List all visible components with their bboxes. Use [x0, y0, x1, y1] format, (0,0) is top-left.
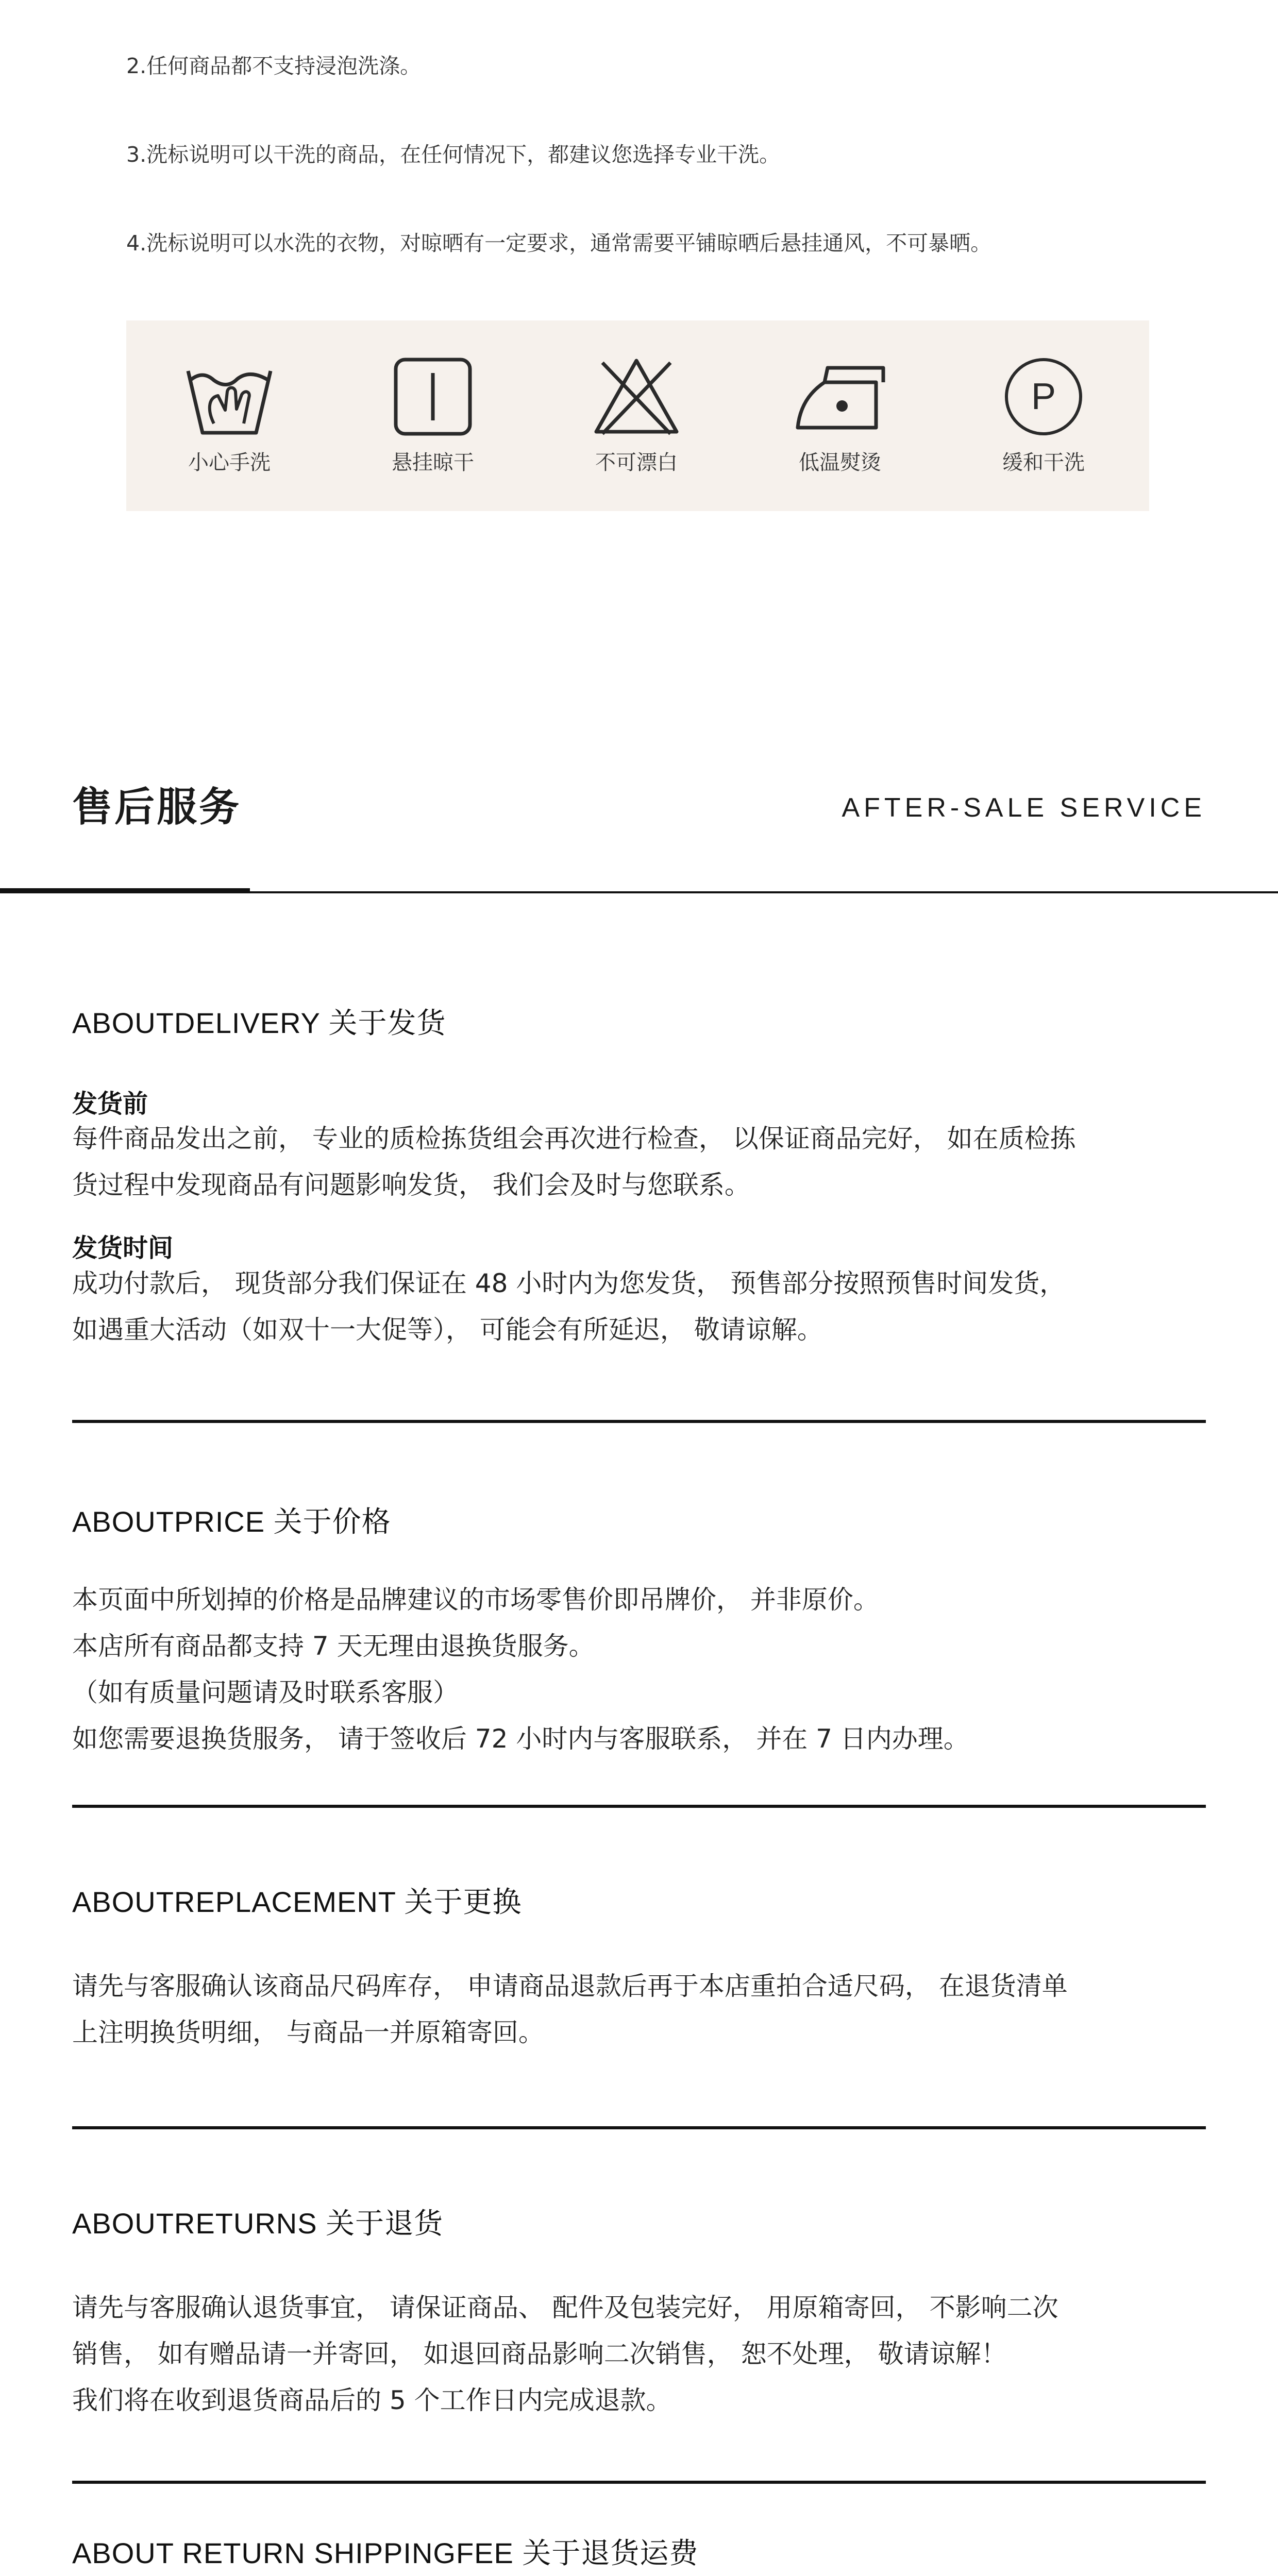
replacement-body: [72, 1963, 1206, 2056]
hand-wash-icon: [178, 355, 281, 438]
wash-note-3: 3.洗标说明可以干洗的商品，在任何情况下，都建议您选择专业干洗。: [126, 142, 781, 167]
delivery-time-title: 发货时间: [72, 1233, 174, 1263]
care-item-no-bleach: [533, 355, 739, 473]
paragraph-line: 本店所有商品都支持 7 天无理由退换货服务。: [72, 1631, 595, 1661]
section-returns: [72, 2209, 1206, 2238]
care-item-hang-dry: [330, 355, 536, 473]
dry-clean-icon: [992, 355, 1095, 438]
paragraph-line: 如您需要退换货服务， 请于签收后 72 小时内与客服联系， 并在 7 日内办理。: [72, 1724, 969, 1754]
care-item-hand-wash: [126, 355, 332, 473]
low-iron-icon: [788, 355, 892, 438]
section-divider: [72, 2126, 1206, 2129]
paragraph-line: 每件商品发出之前， 专业的质检拣货组会再次进行检查， 以保证商品完好， 如在质检拣: [72, 1124, 1076, 1154]
header-divider-accent: [0, 888, 250, 893]
section-shipping-fee: [72, 2539, 1206, 2568]
after-sale-title-en: AFTER-SALE SERVICE: [842, 793, 1206, 823]
paragraph-line: （如有质量问题请及时联系客服）: [72, 1677, 459, 1707]
delivery-before-title: 发货前: [72, 1089, 148, 1118]
care-item-low-iron: [737, 355, 943, 473]
care-label-hand-wash: 小心手洗: [188, 451, 271, 474]
no-bleach-icon: [585, 355, 688, 438]
shipping-fee-title: ABOUT RETURN SHIPPINGFEE 关于退货运费: [72, 2537, 699, 2569]
care-label-no-bleach: 不可漂白: [595, 451, 678, 474]
section-replacement: [72, 1888, 1206, 1917]
paragraph-line: 如遇重大活动（如双十一大促等）， 可能会有所延迟， 敬请谅解。: [72, 1315, 823, 1345]
delivery-title: ABOUTDELIVERY 关于发货: [72, 1007, 446, 1039]
dry-clean-symbol: P: [1031, 376, 1056, 417]
care-label-low-iron: 低温熨烫: [799, 451, 881, 474]
price-title: ABOUTPRICE 关于价格: [72, 1505, 391, 1538]
returns-title: ABOUTRETURNS 关于退货: [72, 2207, 444, 2240]
price-body: [72, 1577, 1206, 1762]
delivery-before-body: [72, 1115, 1206, 1208]
paragraph-line: 本页面中所划掉的价格是品牌建议的市场零售价即吊牌价， 并非原价。: [72, 1585, 879, 1615]
section-divider: [72, 1420, 1206, 1423]
care-label-dry-clean: 缓和干洗: [1002, 451, 1085, 474]
hang-dry-icon: [381, 355, 484, 438]
care-icons-panel: [126, 320, 1149, 511]
replacement-title: ABOUTREPLACEMENT 关于更换: [72, 1886, 522, 1918]
returns-body: [72, 2284, 1206, 2424]
after-sale-title: 售后服务: [72, 784, 242, 831]
delivery-time-body: [72, 1260, 1206, 1353]
section-price: [72, 1507, 1206, 1536]
care-item-dry-clean: [940, 355, 1147, 473]
wash-note-4: 4.洗标说明可以水洗的衣物，对晾晒有一定要求，通常需要平铺晾晒后悬挂通风，不可暴晒。: [126, 231, 992, 256]
section-delivery: [72, 1009, 1206, 1038]
delivery-time: [72, 1235, 1206, 1261]
paragraph-line: 我们将在收到退货商品后的 5 个工作日内完成退款。: [72, 2385, 672, 2415]
paragraph-line: 成功付款后， 现货部分我们保证在 48 小时内为您发货， 预售部分按照预售时间发货，: [72, 1268, 1066, 1298]
care-label-hang-dry: 悬挂晾干: [392, 451, 474, 474]
paragraph-line: 请先与客服确认退货事宜， 请保证商品、 配件及包装完好， 用原箱寄回， 不影响二次: [72, 2293, 1058, 2323]
wash-note-2: 2.任何商品都不支持浸泡洗涤。: [126, 54, 422, 78]
section-divider: [72, 2481, 1206, 2484]
paragraph-line: 销售， 如有赠品请一并寄回， 如退回商品影响二次销售， 恕不处理， 敬请谅解！: [72, 2339, 1007, 2369]
paragraph-line: 上注明换货明细， 与商品一并原箱寄回。: [72, 2018, 544, 2047]
section-divider: [72, 1805, 1206, 1808]
delivery-before: [72, 1091, 1206, 1116]
paragraph-line: 货过程中发现商品有问题影响发货， 我们会及时与您联系。: [72, 1170, 750, 1200]
paragraph-line: 请先与客服确认该商品尺码库存， 申请商品退款后再于本店重拍合适尺码， 在退货清单: [72, 1971, 1068, 2001]
